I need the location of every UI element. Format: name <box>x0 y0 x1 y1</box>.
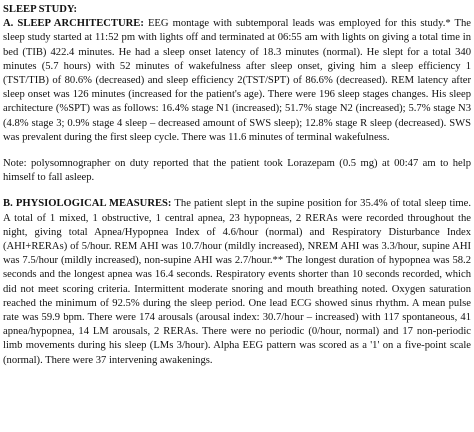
section-physiological-measures <box>3 197 471 367</box>
spacer <box>3 185 471 197</box>
section-body: Note: polysomnographer on duty reported that the patient took Lorazepam (0.5 mg) at 00:47 am to help himself to fall asleep. <box>3 158 471 184</box>
document-title: SLEEP STUDY: <box>3 4 78 15</box>
section-body: EEG montage with subtemporal leads was employed for this study.* The sleep study started at 11:52 pm with lights off and terminated at 06:55 am with lights on giving a total time in bed (TIB) 422.4 minutes. He had a sleep onset latency of 18.3 minutes (normal). He slept for a total 340 minutes (5.7 hours) with 52 minutes of wakefulness after sleep onset, giving him a sleep efficiency 1 (TST/TIB) of 80.6% (decreased) and sleep efficiency 2(TST/SPT) of 86.6% (decreased). REM latency after sleep onset was 126 minutes (increased for the patient's age). There were 196 sleep stages changes. His sleep architecture (%SPT) was as follows: 16.4% stage N1 (increased); 51.7% stage N2 (increased); 5.7% stage N3 (4.8% stage 3; 0.9% stage 4 sleep – decreased amount of SWS sleep); 12.8% stage R sleep (decreased). SWS was prevalent during the first sleep cycle. There was 11.6 minutes of terminal wakefulness. <box>3 18 471 143</box>
section-note <box>3 157 471 185</box>
section-heading: B. PHYSIOLOGICAL MEASURES: <box>3 198 172 210</box>
section-body: The patient slept in the supine position for 35.4% of total sleep time. A total of 1 mixed, 1 obstructive, 1 central apnea, 23 hypopneas, 2 RERAs were recorded throughout the night, giving total Apnea/Hypopnea Index of 4.6/hour (normal) and Respiratory Disturbance Index (AHI+RERAs) of 5/hour. REM AHI was 10.7/hour (mildly increased), NREM AHI was 3.3/hour, supine AHI was 7.5/hour (mildly increased), non-supine AHI was 2.7/hour.** The longest duration of hypopnea was 58.2 seconds and the longest apnea was 16.4 seconds. Respiratory events shorter than 10 seconds recorded, which did not meet scoring criteria. Intermittent moderate snoring and mouth breathing noted. Oxygen saturation reached the minimum of 92.5% during the sleep period. One lead ECG showed sinus rhythm. A mean pulse rate was 59.9 bpm. There were 174 arousals (arousal index: 30.7/hour – increased) with 117 spontaneous, 41 apnea/hypopnea, 14 LM arousals, 2 RERAs. There were no periodic (0/hour, normal) and 17 non-periodic limb movements during his sleep (LMs 3/hour). Alpha EEG pattern was scored as a '1' on a five-point scale (normal). There were 37 intervening awakenings. <box>3 198 471 366</box>
sleep-study-report <box>3 3 471 368</box>
section-sleep-architecture <box>3 17 471 145</box>
spacer <box>3 145 471 157</box>
section-heading: A. SLEEP ARCHITECTURE: <box>3 18 144 30</box>
